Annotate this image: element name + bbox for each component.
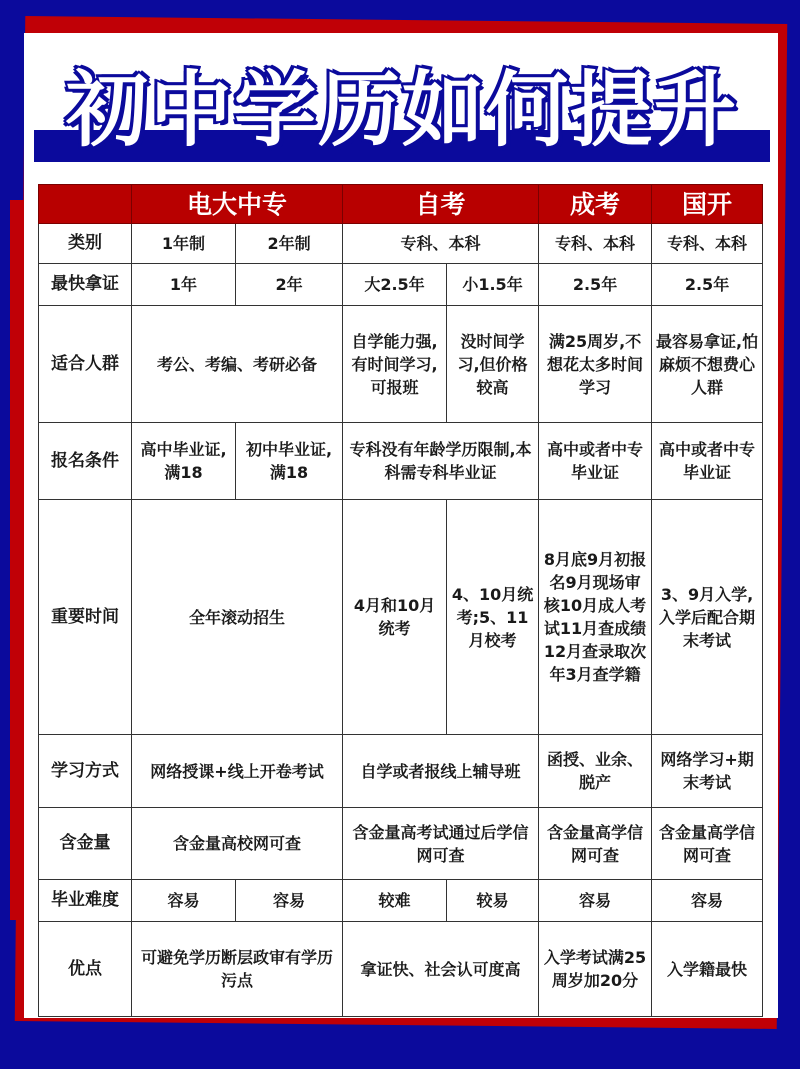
table-cell: 可避免学历断层政审有学历污点 xyxy=(132,922,343,1017)
table-cell: 1年制 xyxy=(132,224,236,264)
table-cell: 入学考试满25周岁加20分 xyxy=(539,922,652,1017)
table-row-study-mode xyxy=(39,735,763,808)
table-cell: 较难 xyxy=(343,880,447,922)
table-cell: 网络学习+期末考试 xyxy=(652,735,763,808)
row-label: 适合人群 xyxy=(39,306,132,423)
table-cell: 2年 xyxy=(236,264,343,306)
header-chengkao: 成考 xyxy=(539,185,652,224)
row-label: 类别 xyxy=(39,224,132,264)
table-cell: 函授、业余、脱产 xyxy=(539,735,652,808)
header-diandazhongzhuan: 电大中专 xyxy=(132,185,343,224)
row-label: 毕业难度 xyxy=(39,880,132,922)
table-cell: 高中或者中专毕业证 xyxy=(539,423,652,500)
table-cell: 专科、本科 xyxy=(652,224,763,264)
table-cell: 考公、考编、考研必备 xyxy=(132,306,343,423)
header-guokai: 国开 xyxy=(652,185,763,224)
table-cell: 满25周岁,不想花太多时间学习 xyxy=(539,306,652,423)
table-cell: 容易 xyxy=(539,880,652,922)
header-empty xyxy=(39,185,132,224)
table-row-difficulty xyxy=(39,880,763,922)
table-cell: 含金量高校网可查 xyxy=(132,808,343,880)
table-cell: 2.5年 xyxy=(539,264,652,306)
table-cell: 大2.5年 xyxy=(343,264,447,306)
table-cell: 8月底9月初报名9月现场审核10月成人考试11月查成绩12月查录取次年3月查学籍 xyxy=(539,500,652,735)
table-cell: 高中或者中专毕业证 xyxy=(652,423,763,500)
table-cell: 含金量高考试通过后学信网可查 xyxy=(343,808,539,880)
table-row-requirements xyxy=(39,423,763,500)
table-row-advantages xyxy=(39,922,763,1017)
row-label: 含金量 xyxy=(39,808,132,880)
table-cell: 专科、本科 xyxy=(343,224,539,264)
table-cell: 容易 xyxy=(132,880,236,922)
table-cell: 较易 xyxy=(447,880,539,922)
comparison-table xyxy=(38,184,763,1017)
table-row-key-dates xyxy=(39,500,763,735)
table-cell: 2年制 xyxy=(236,224,343,264)
row-label: 学习方式 xyxy=(39,735,132,808)
table-row-value xyxy=(39,808,763,880)
table-cell: 4月和10月统考 xyxy=(343,500,447,735)
table-cell: 初中毕业证,满18 xyxy=(236,423,343,500)
row-label: 优点 xyxy=(39,922,132,1017)
table-cell: 小1.5年 xyxy=(447,264,539,306)
page-title: 初中学历如何提升 xyxy=(65,62,738,158)
table-cell: 3、9月入学,入学后配合期末考试 xyxy=(652,500,763,735)
table-row-fastest xyxy=(39,264,763,306)
table-cell: 入学籍最快 xyxy=(652,922,763,1017)
table-cell: 拿证快、社会认可度高 xyxy=(343,922,539,1017)
table-cell: 全年滚动招生 xyxy=(132,500,343,735)
table-cell: 专科、本科 xyxy=(539,224,652,264)
table-cell: 没时间学习,但价格较高 xyxy=(447,306,539,423)
table-row-audience xyxy=(39,306,763,423)
table-cell: 4、10月统考;5、11月校考 xyxy=(447,500,539,735)
table-header-row xyxy=(39,185,763,224)
table-cell: 2.5年 xyxy=(652,264,763,306)
row-label: 最快拿证 xyxy=(39,264,132,306)
header-zikao: 自考 xyxy=(343,185,539,224)
table-cell: 网络授课+线上开卷考试 xyxy=(132,735,343,808)
table-cell: 自学或者报线上辅导班 xyxy=(343,735,539,808)
table-cell: 容易 xyxy=(652,880,763,922)
row-label: 报名条件 xyxy=(39,423,132,500)
table-cell: 自学能力强,有时间学习,可报班 xyxy=(343,306,447,423)
table-cell: 最容易拿证,怕麻烦不想费心人群 xyxy=(652,306,763,423)
table-cell: 高中毕业证,满18 xyxy=(132,423,236,500)
table-cell: 含金量高学信网可查 xyxy=(539,808,652,880)
table-row-category xyxy=(39,224,763,264)
table-cell: 容易 xyxy=(236,880,343,922)
row-label: 重要时间 xyxy=(39,500,132,735)
table-cell: 1年 xyxy=(132,264,236,306)
table-cell: 含金量高学信网可查 xyxy=(652,808,763,880)
table-cell: 专科没有年龄学历限制,本科需专科毕业证 xyxy=(343,423,539,500)
